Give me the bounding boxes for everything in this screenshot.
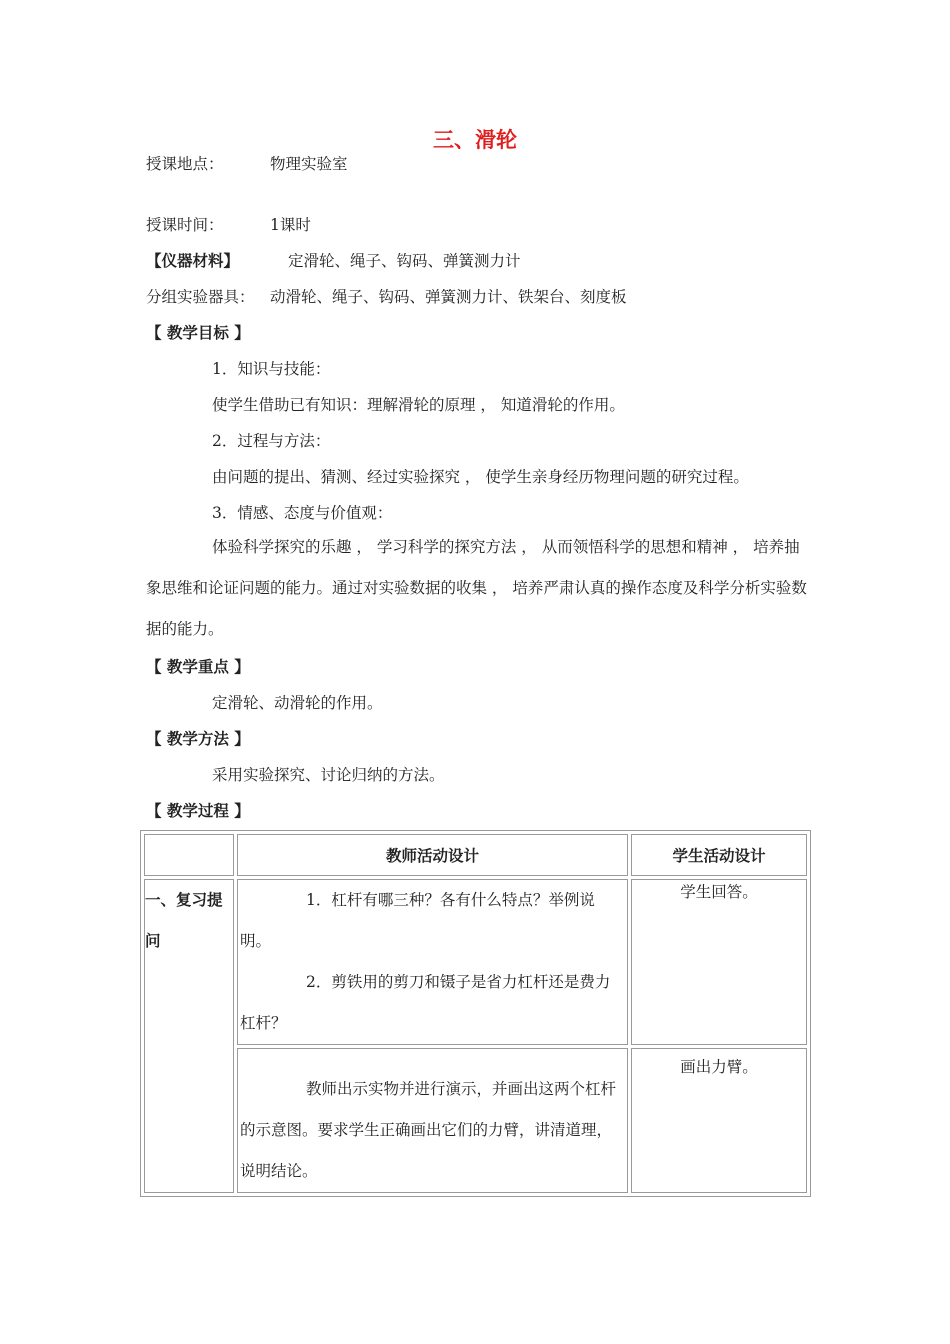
goal3-title: 3．情感、态度与价值观： [212,504,393,522]
page-title: 三、滑轮 [433,128,517,152]
section-review-cell [144,879,234,1193]
teaching-process-table [140,830,811,1197]
goals-heading: 【 教学目标 】 [146,324,250,342]
location-value: 物理实验室 [270,155,348,173]
row1-teacher-text-b: 2．剪铁用的剪刀和镊子是省力杠杆还是费力杠杆？ [240,973,611,1032]
group-equipment-value: 动滑轮、绳子、钩码、弹簧测力计、铁架台、刻度板 [270,288,627,306]
row1-student-cell [631,879,807,1045]
row2-teacher-cell [237,1048,628,1193]
row2-teacher-text: 教师出示实物并进行演示，并画出这两个杠杆的示意图。要求学生正确画出它们的力臂，讲清道理，说明结论。 [240,1080,617,1180]
group-equipment-label: 分组实验器具： [146,288,255,306]
goal2-text: 由问题的提出、猜测、经过实验探究 ， 使学生亲身经历物理问题的研究过程。 [212,468,749,486]
section-review-label: 一、复习提问 [145,891,223,950]
methods-heading: 【 教学方法 】 [146,730,250,748]
goal3-text: 体验科学探究的乐趣 ， 学习科学的探究方法 ， 从而领悟科学的思想和精神 ， 培养抽象思维和论证问题的能力。通过对实验数据的收集 ， 培养严肃认真的操作态度及科学分析实验数据的能力。 [146,538,807,638]
row2-student-text: 画出力臂。 [680,1058,758,1076]
instruments-label: 【仪器材料】 [146,252,240,270]
row1-student-text: 学生回答。 [680,883,758,901]
row1-teacher-text: 1．杠杆有哪三种？各有什么特点？举例说明。 [240,891,595,950]
teacher-column-header: 教师活动设计 [237,834,628,876]
methods-text: 采用实验探究、讨论归纳的方法。 [212,766,445,784]
location-label: 授课地点： [146,155,224,173]
time-value: 1课时 [270,216,311,234]
keypoints-heading: 【 教学重点 】 [146,658,250,676]
goal1-title: 1．知识与技能： [212,360,331,378]
goal2-title: 2．过程与方法： [212,432,331,450]
table-corner-cell [144,834,234,876]
process-heading: 【 教学过程 】 [146,802,250,820]
goal1-text: 使学生借助已有知识：理解滑轮的原理 ， 知道滑轮的作用。 [212,396,625,414]
time-label: 授课时间： [146,216,224,234]
instruments-value: 定滑轮、绳子、钩码、弹簧测力计 [288,252,521,270]
student-column-header: 学生活动设计 [631,834,807,876]
row2-student-cell [631,1048,807,1193]
keypoints-text: 定滑轮、动滑轮的作用。 [212,694,383,712]
row1-teacher-cell [237,879,628,1045]
